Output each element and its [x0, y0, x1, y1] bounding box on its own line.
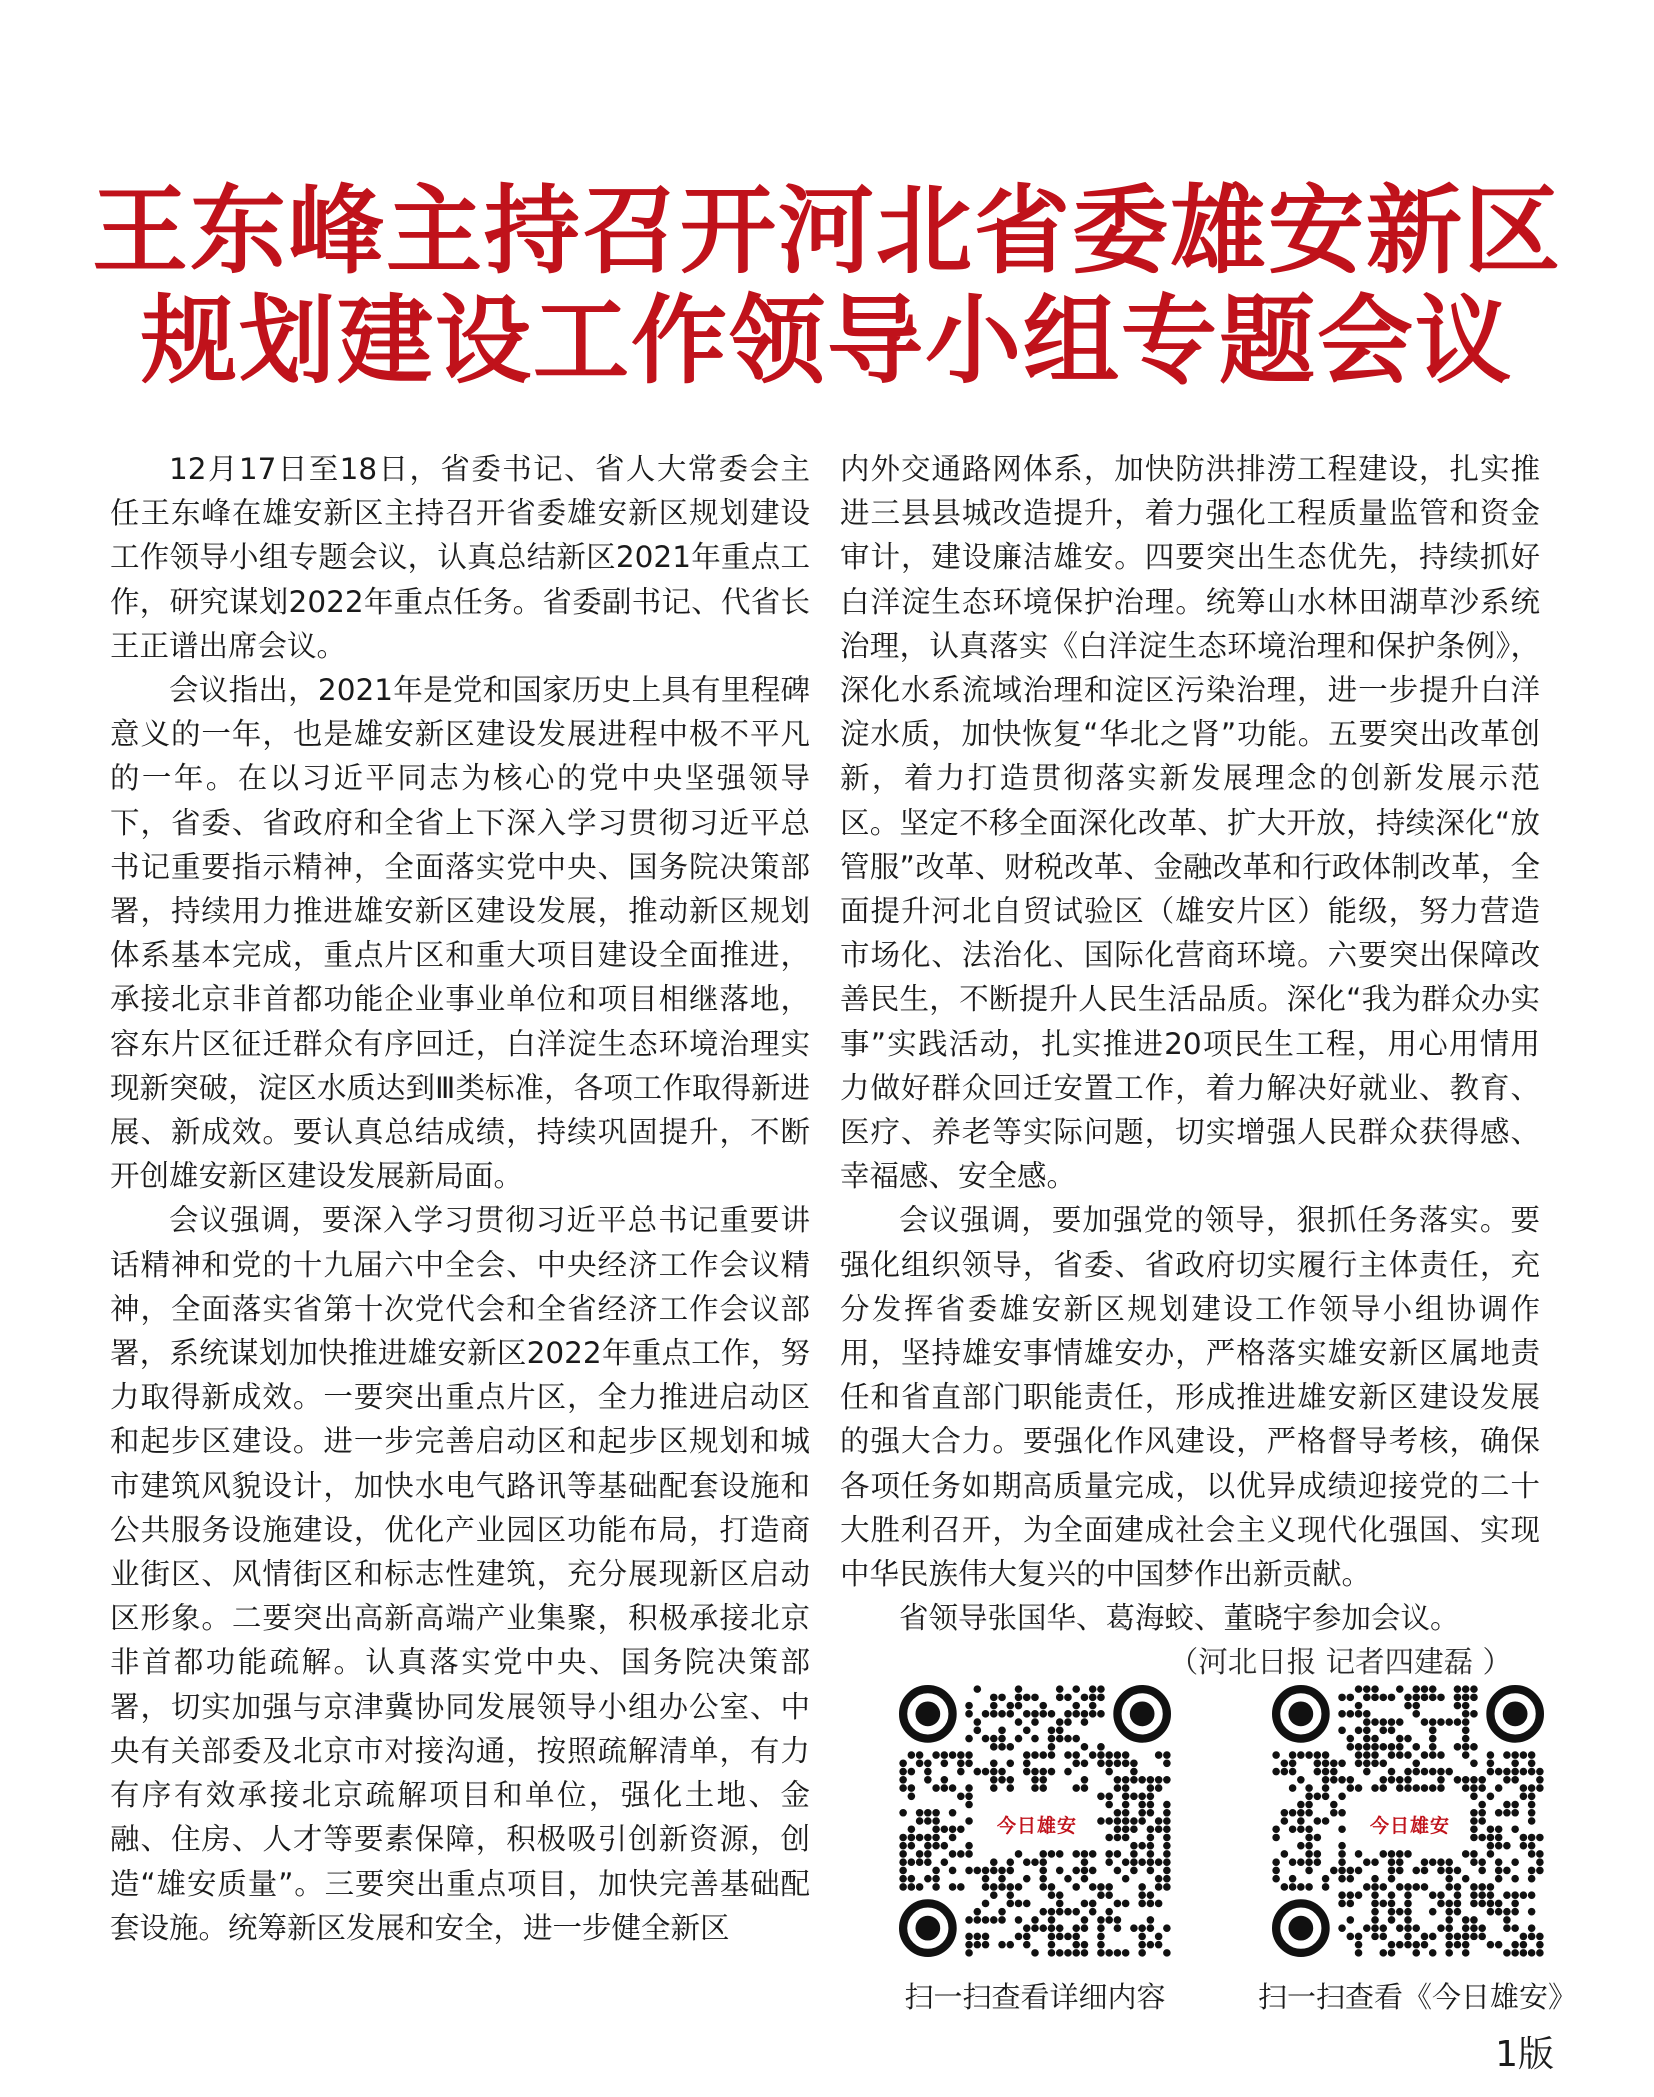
headline-line-1: 王东峰主持召开河北省委雄安新区 — [92, 175, 1562, 288]
article-paragraph: 会议强调，要加强党的领导，狠抓任务落实。要强化组织领导，省委、省政府切实履行主体责任，充分发挥省委雄安新区规划建设工作领导小组协调作用，坚持雄安事情雄安办，严格落实雄安新区属地责任和省直部门职能责任，形成推进雄安新区建设发展的强大合力。要强化作风建设，严格督导考核，确保各项任务如期高质量完成，以优异成绩迎接党的二十大胜利召开，为全面建成社会主义现代化强国、实现中华民族伟大复兴的中国梦作出新贡献。 — [840, 1203, 1540, 1592]
qr-finder-dot — [1288, 1701, 1313, 1726]
headline — [0, 176, 1654, 396]
qr-logo-badge: 今日雄安 — [1358, 1803, 1462, 1845]
qr-finder-dot — [1130, 1701, 1155, 1726]
article-byline: （河北日报 记者四建磊 ） — [1168, 1645, 1512, 1680]
qr-code-icon[interactable] — [1272, 1685, 1544, 1957]
qr-finder-dot — [1503, 1701, 1528, 1726]
qr-logo-badge: 今日雄安 — [985, 1803, 1089, 1845]
article-paragraph: 会议强调，要深入学习贯彻习近平总书记重要讲话精神和党的十九届六中全会、中央经济工作会议精神，全面落实省第十次党代会和全省经济工作会议部署，系统谋划加快推进雄安新区2022年重点工作，努力取得新成效。一要突出重点片区，全力推进启动区和起步区建设。进一步完善启动区和起步区规划和城市建筑风貌设计，加快水电气路讯等基础配套设施和公共服务设施建设，优化产业园区功能布局，打造商业街区、风情街区和标志性建筑，充分展现新区启动区形象。二要突出高新高端产业集聚，积极承接北京非首都功能疏解。认真落实党中央、国务院决策部署，切实加强与京津冀协同发展领导小组办公室、中央有关部委及北京市对接沟通，按照疏解清单，有力有序有效承接北京疏解项目和单位，强化土地、金融、住房、人才等要素保障，积极吸引创新资源，创造“雄安质量”。三要突出重点项目，加快完善基础配套设施。统筹新区发展和安全，进一步健全新区 — [110, 1203, 810, 1945]
qr-block-app — [1258, 1685, 1578, 2015]
qr-caption: 扫一扫查看详细内容 — [904, 1980, 1166, 2014]
qr-block-details — [885, 1685, 1185, 2015]
page-number: 1版 — [1495, 2034, 1554, 2075]
qr-finder-dot — [915, 1701, 940, 1726]
article-paragraph: 省领导张国华、葛海蛟、董晓宇参加会议。 — [899, 1601, 1460, 1636]
article-column-left — [110, 447, 810, 1950]
article-paragraph-continued: 内外交通路网体系，加快防洪排涝工程建设，扎实推进三县县城改造提升，着力强化工程质量监管和资金审计，建设廉洁雄安。四要突出生态优先，持续抓好白洋淀生态环境保护治理。统筹山水林田湖草沙系统治理，认真落实《白洋淀生态环境治理和保护条例》，深化水系流域治理和淀区污染治理，进一步提升白洋淀水质，加快恢复“华北之肾”功能。五要突出改革创新，着力打造贯彻落实新发展理念的创新发展示范区。坚定不移全面深化改革、扩大开放，持续深化“放管服”改革、财税改革、金融改革和行政体制改革，全面提升河北自贸试验区（雄安片区）能级，努力营造市场化、法治化、国际化营商环境。六要突出保障改善民生，不断提升人民生活品质。深化“我为群众办实事”实践活动，扎实推进20项民生工程，用心用情用力做好群众回迁安置工作，着力解决好就业、教育、医疗、养老等实际问题，切实增强人民群众获得感、幸福感、安全感。 — [840, 452, 1540, 1194]
article-column-right — [840, 447, 1540, 1685]
qr-finder-dot — [915, 1916, 940, 1941]
headline-line-2: 规划建设工作领导小组专题会议 — [141, 285, 1513, 398]
article-paragraph: 12月17日至18日，省委书记、省人大常委会主任王东峰在雄安新区主持召开省委雄安新区规划建设工作领导小组专题会议，认真总结新区2021年重点工作，研究谋划2022年重点任务。省委副书记、代省长王正谱出席会议。 — [110, 452, 810, 663]
qr-caption: 扫一扫查看《今日雄安》 — [1258, 1980, 1578, 2014]
article-paragraph: 会议指出，2021年是党和国家历史上具有里程碑意义的一年，也是雄安新区建设发展进程中极不平凡的一年。在以习近平同志为核心的党中央坚强领导下，省委、省政府和全省上下深入学习贯彻习近平总书记重要指示精神，全面落实党中央、国务院决策部署，持续用力推进雄安新区建设发展，推动新区规划体系基本完成，重点片区和重大项目建设全面推进，承接北京非首都功能企业事业单位和项目相继落地，容东片区征迁群众有序回迁，白洋淀生态环境治理实现新突破，淀区水质达到Ⅲ类标准，各项工作取得新进展、新成效。要认真总结成绩，持续巩固提升，不断开创雄安新区建设发展新局面。 — [110, 673, 810, 1194]
qr-code-icon[interactable] — [899, 1685, 1171, 1957]
qr-finder-dot — [1288, 1916, 1313, 1941]
